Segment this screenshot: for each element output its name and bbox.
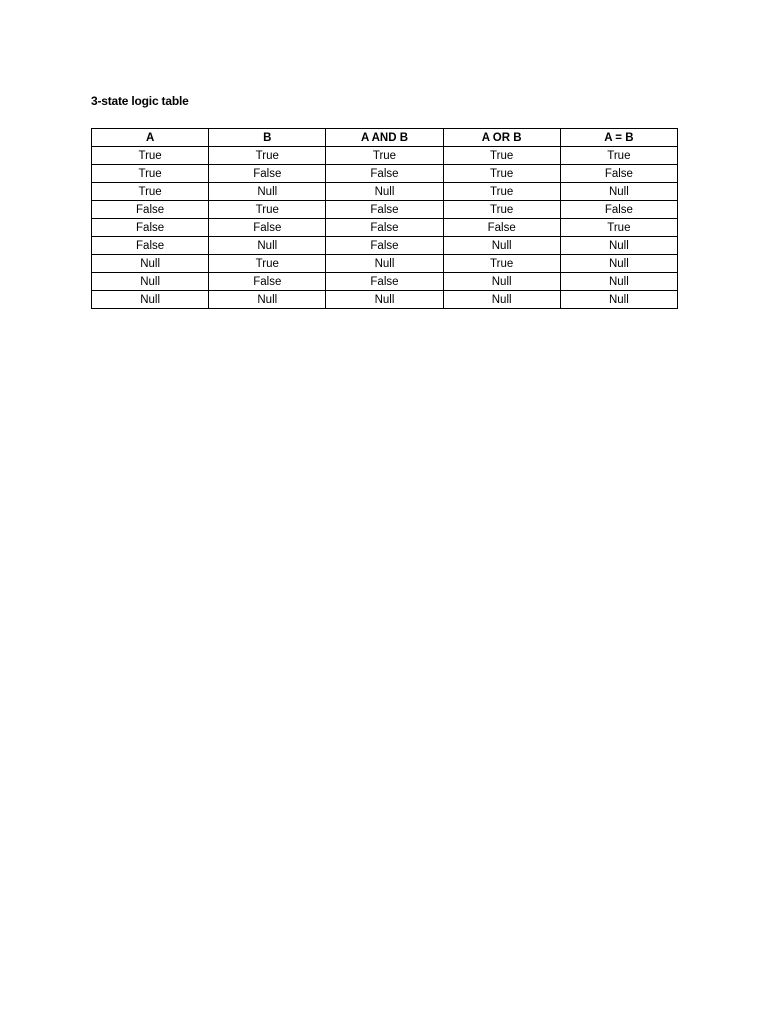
table-cell: Null [209,291,326,309]
table-cell: True [443,201,560,219]
table-cell: Null [209,237,326,255]
header-cell-a-and-b: A AND B [326,129,443,147]
table-cell: Null [326,291,443,309]
table-row [92,165,678,183]
table-cell: False [326,165,443,183]
table-cell: False [560,165,677,183]
table-cell: False [326,201,443,219]
table-body [92,147,678,309]
table-cell: Null [560,273,677,291]
table-row [92,237,678,255]
table-cell: False [209,273,326,291]
table-row [92,291,678,309]
document-title: 3-state logic table [91,94,189,108]
table-cell: False [92,219,209,237]
table-cell: False [92,237,209,255]
table-cell: Null [209,183,326,201]
table-cell: False [326,273,443,291]
table-cell: False [209,165,326,183]
table-cell: True [443,147,560,165]
table-cell: True [92,183,209,201]
header-cell-a: A [92,129,209,147]
table-row [92,255,678,273]
table-cell: False [443,219,560,237]
table-row [92,183,678,201]
table-cell: Null [326,183,443,201]
table-cell: Null [443,237,560,255]
table-cell: False [326,237,443,255]
table-cell: True [92,165,209,183]
table-cell: True [560,219,677,237]
header-cell-a-or-b: A OR B [443,129,560,147]
logic-table [91,128,678,309]
table-cell: True [443,183,560,201]
table-row [92,219,678,237]
table-row [92,147,678,165]
table-cell: Null [92,255,209,273]
table-cell: False [209,219,326,237]
table-cell: Null [560,291,677,309]
table-cell: True [443,255,560,273]
table-cell: Null [92,291,209,309]
table-row [92,201,678,219]
table-cell: Null [443,273,560,291]
table-cell: True [560,147,677,165]
header-cell-b: B [209,129,326,147]
table-cell: Null [560,183,677,201]
table-cell: True [209,147,326,165]
table-cell: True [443,165,560,183]
table-cell: False [560,201,677,219]
header-cell-a-equals-b: A = B [560,129,677,147]
table-cell: False [326,219,443,237]
table-cell: Null [443,291,560,309]
table-cell: True [326,147,443,165]
table-cell: False [92,201,209,219]
table-cell: True [92,147,209,165]
table-cell: True [209,255,326,273]
table-header [92,129,678,147]
table-cell: Null [560,255,677,273]
table-row [92,273,678,291]
table-cell: Null [326,255,443,273]
table-cell: Null [92,273,209,291]
table-cell: Null [560,237,677,255]
table-cell: True [209,201,326,219]
header-row [92,129,678,147]
